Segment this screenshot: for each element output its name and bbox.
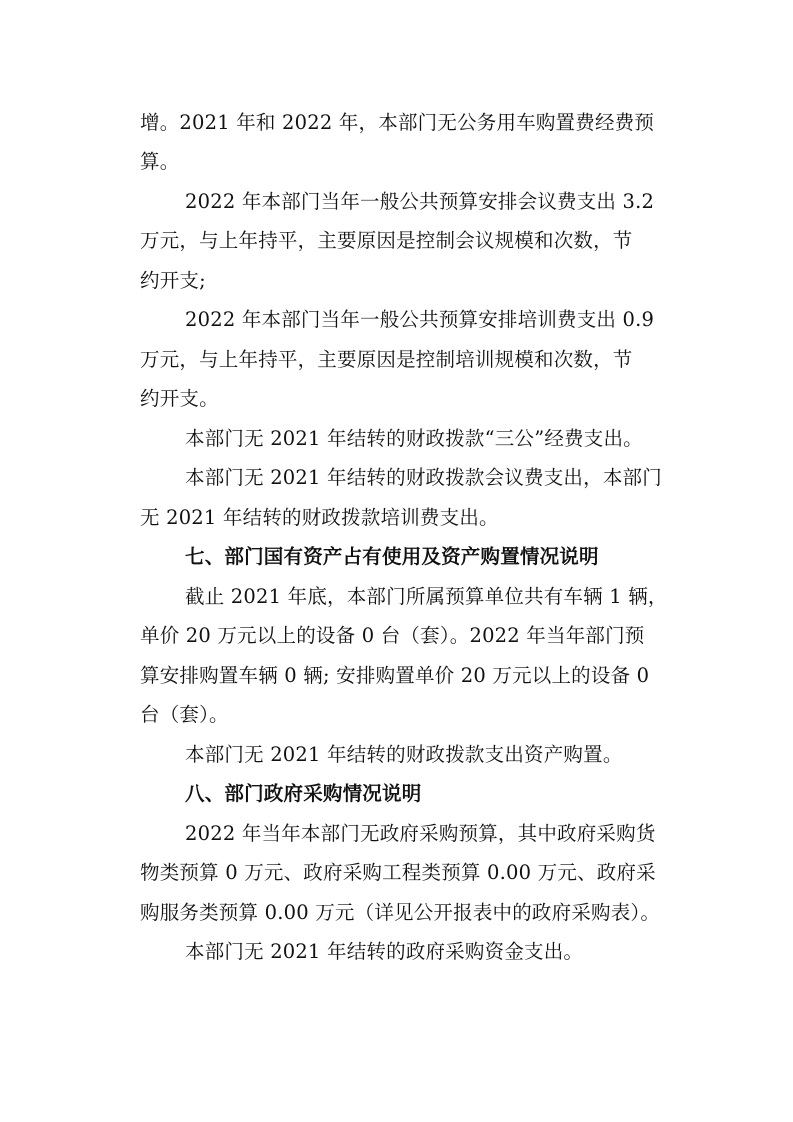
section-heading: 八、部门政府采购情况说明	[185, 782, 422, 805]
text-line: 2022 年当年本部门无政府采购预算，其中政府采购货	[185, 822, 656, 845]
text-line: 单价 20 万元以上的设备 0 台（套）。2022 年当年部门预	[140, 624, 645, 647]
text-line: 购服务类预算 0.00 万元（详见公开报表中的政府采购表）。	[140, 901, 661, 924]
text-line: 本部门无 2021 年结转的财政拨款会议费支出，本部门	[185, 466, 662, 489]
text-line: 本部门无 2021 年结转的财政拨款“三公”经费支出。	[185, 427, 643, 450]
text-line: 算。	[140, 150, 180, 173]
text-line: 2022 年本部门当年一般公共预算安排培训费支出 0.9	[185, 308, 655, 331]
text-line: 截止 2021 年底，本部门所属预算单位共有车辆 1 辆，	[185, 585, 668, 608]
text-line: 约开支。	[140, 387, 219, 410]
section-heading: 七、部门国有资产占有使用及资产购置情况说明	[185, 545, 599, 568]
text-line: 增。2021 年和 2022 年，本部门无公务用车购置费经费预	[140, 111, 655, 134]
text-line: 物类预算 0 万元、政府采购工程类预算 0.00 万元、政府采	[140, 861, 656, 884]
text-line: 约开支;	[140, 269, 206, 292]
text-line: 本部门无 2021 年结转的政府采购资金支出。	[185, 940, 584, 963]
text-line: 本部门无 2021 年结转的财政拨款支出资产购置。	[185, 743, 623, 766]
text-line: 万元，与上年持平，主要原因是控制会议规模和次数，节	[140, 229, 633, 252]
text-line: 算安排购置车辆 0 辆; 安排购置单价 20 万元以上的设备 0	[140, 664, 650, 687]
text-line: 无 2021 年结转的财政拨款培训费支出。	[140, 506, 499, 529]
text-line: 台（套）。	[140, 703, 229, 726]
text-line: 2022 年本部门当年一般公共预算安排会议费支出 3.2	[185, 190, 655, 213]
text-line: 万元，与上年持平，主要原因是控制培训规模和次数，节	[140, 348, 633, 371]
